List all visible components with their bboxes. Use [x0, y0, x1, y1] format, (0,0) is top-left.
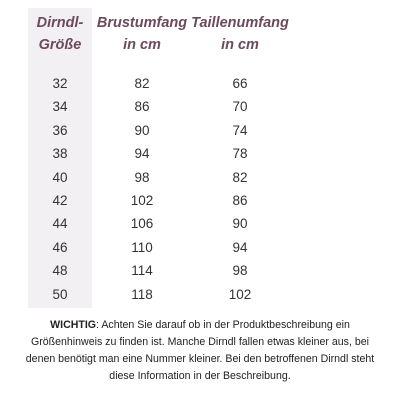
- table-row: [0, 123, 400, 146]
- table-row: [0, 263, 400, 286]
- table-row: [0, 216, 400, 239]
- chest-cell: 114: [131, 263, 153, 279]
- table-row: [0, 146, 400, 169]
- header-chest-line-1: Brustumfang: [96, 15, 188, 31]
- size-cell: 42: [52, 192, 68, 208]
- table-row: [0, 287, 400, 310]
- waist-cell: 102: [228, 286, 252, 302]
- chest-cell: 118: [131, 286, 153, 302]
- waist-cell: 66: [232, 76, 248, 91]
- header-waist-line-2: in cm: [221, 37, 259, 53]
- size-cell: 48: [52, 263, 68, 279]
- waist-cell: 98: [232, 263, 248, 279]
- note-label: WICHTIG: [50, 319, 97, 331]
- chest-cell: 98: [134, 169, 150, 185]
- waist-cell: 86: [232, 192, 248, 208]
- chest-cell: 106: [130, 216, 154, 232]
- header-size: [28, 12, 92, 56]
- size-cell: 44: [52, 216, 68, 232]
- table-row: [0, 240, 400, 263]
- size-table-body: [0, 76, 400, 310]
- size-cell: 32: [52, 76, 68, 91]
- size-cell: 46: [52, 239, 68, 255]
- size-cell: 38: [52, 146, 68, 162]
- chest-cell: 90: [134, 122, 150, 138]
- chest-cell: 110: [131, 239, 153, 255]
- chest-cell: 102: [130, 192, 154, 208]
- important-note: [18, 317, 382, 385]
- size-cell: 50: [52, 286, 68, 302]
- waist-cell: 70: [232, 99, 248, 115]
- chest-cell: 94: [134, 146, 150, 162]
- note-text: : Achten Sie darauf ob in der Produktbeschreibung ein Größenhinweis zu finden ist. Manche Dirndl fallen etwas kleiner aus, bei denen benötigt man eine Nummer kleiner. Bei den betroffenen Dirndl steht diese Information in der Beschreibung.: [25, 319, 375, 382]
- header-chest: [96, 12, 188, 56]
- table-row: [0, 193, 400, 216]
- waist-cell: 94: [232, 239, 248, 255]
- waist-cell: 74: [232, 122, 248, 138]
- chest-cell: 82: [134, 76, 150, 91]
- waist-cell: 90: [232, 216, 248, 232]
- header-waist: [188, 12, 292, 56]
- chest-cell: 86: [134, 99, 150, 115]
- table-row: [0, 76, 400, 99]
- table-row: [0, 170, 400, 193]
- header-chest-line-2: in cm: [123, 37, 161, 53]
- waist-cell: 78: [232, 146, 248, 162]
- header-size-line-1: Dirndl-: [36, 15, 84, 31]
- size-cell: 36: [52, 122, 68, 138]
- table-row: [0, 99, 400, 122]
- header-size-line-2: Größe: [38, 37, 82, 53]
- header-waist-line-1: Taillenumfang: [191, 15, 289, 31]
- size-cell: 34: [52, 99, 68, 115]
- size-cell: 40: [52, 169, 68, 185]
- waist-cell: 82: [232, 169, 248, 185]
